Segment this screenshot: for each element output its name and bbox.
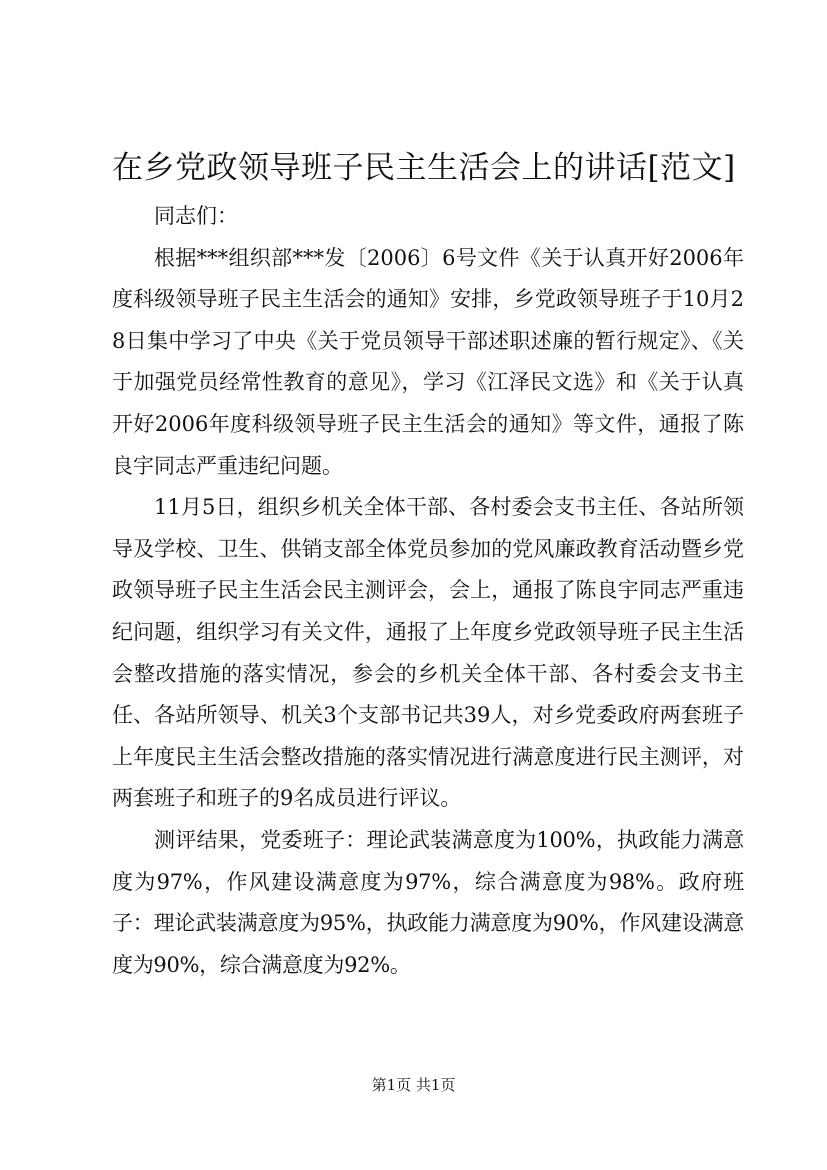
- salutation: 同志们：: [154, 204, 238, 228]
- page-footer: 第1页 共1页: [371, 1076, 456, 1094]
- paragraph-3: 测评结果，党委班子：理论武装满意度为100%，执政能力满意度为97%，作风建设满意度为97%，综合满意度为98%。政府班子：理论武装满意度为95%，执政能力满意度为90%，作风建设满意度为90%，综合满意度为92%。: [112, 827, 744, 977]
- document-body: [112, 196, 744, 986]
- document-title: 在乡党政领导班子民主生活会上的讲话[范文]: [112, 150, 736, 186]
- paragraph-2: 11月5日，组织乡机关全体干部、各村委会支书主任、各站所领导及学校、卫生、供销支部全体党员参加的党风廉政教育活动暨乡党政领导班子民主生活会民主测评会，会上，通报了陈良宇同志严重违纪问题，组织学习有关文件，通报了上年度乡党政领导班子民主生活会整改措施的落实情况，参会的乡机关全体干部、各村委会支书主任、各站所领导、机关3个支部书记共39人，对乡党委政府两套班子上年度民主生活会整改措施的落实情况进行满意度进行民主测评，对两套班子和班子的9名成员进行评议。: [112, 495, 744, 811]
- paragraph-1: 根据***组织部***发〔2006〕6号文件《关于认真开好2006年度科级领导班子民主生活会的通知》安排，乡党政领导班子于10月28日集中学习了中央《关于党员领导干部述职述廉的暂行规定》、《关于加强党员经常性教育的意见》，学习《江泽民文选》和《关于认真开好2006年度科级领导班子民主生活会的通知》等文件，通报了陈良宇同志严重违纪问题。: [112, 245, 744, 478]
